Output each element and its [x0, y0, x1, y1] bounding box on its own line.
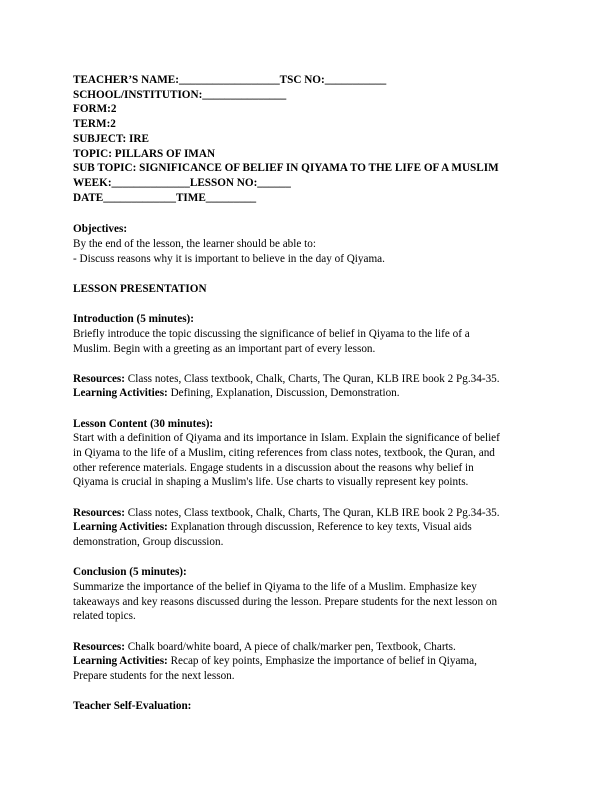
conclusion-text: related topics.: [73, 610, 136, 623]
activities-text: Prepare students for the next lesson.: [73, 670, 235, 682]
resources-label: Resources:: [73, 640, 125, 653]
resources-text: Chalk board/white board, A piece of chalk/marker pen, Textbook, Charts.: [125, 640, 456, 653]
introduction-resources: [73, 372, 553, 387]
conclusion-text: takeaways and key reasons discussed during the lesson. Prepare students for the next lesson on: [73, 595, 498, 608]
sub-topic-line: SUB TOPIC: SIGNIFICANCE OF BELIEF IN QIYAMA TO THE LIFE OF A MUSLIM: [73, 162, 499, 175]
self-evaluation-heading: Teacher Self-Evaluation:: [73, 700, 192, 713]
content-heading: Lesson Content (30 minutes):: [73, 417, 214, 430]
conclusion-activities: [73, 654, 553, 669]
resources-label: Resources:: [73, 372, 125, 385]
header-block: [73, 73, 553, 205]
conclusion-heading: Conclusion (5 minutes):: [73, 566, 187, 579]
conclusion-resources: [73, 640, 553, 655]
week-line: WEEK:______________LESSON NO:______: [73, 176, 291, 189]
form-line: FORM:2: [73, 103, 117, 116]
term-line: TERM:2: [73, 118, 116, 131]
resources-text: Class notes, Class textbook, Chalk, Charts, The Quran, KLB IRE book 2 Pg.34-35.: [125, 506, 500, 519]
topic-line: TOPIC: PILLARS OF IMAN: [73, 147, 216, 160]
objectives-text: - Discuss reasons why it is important to believe in the day of Qiyama.: [73, 252, 385, 265]
content-text: Qiyama is crucial in shaping a Muslim's life. Use charts to visually represent key points.: [73, 476, 469, 489]
school-line: SCHOOL/INSTITUTION:_______________: [73, 88, 287, 101]
introduction-section: [73, 312, 553, 401]
activities-label: Learning Activities:: [73, 387, 168, 400]
activities-text: Defining, Explanation, Discussion, Demonstration.: [167, 387, 400, 400]
activities-text: Explanation through discussion, Reference to key texts, Visual aids: [167, 521, 472, 534]
activities-text: Recap of key points, Emphasize the importance of belief in Qiyama,: [167, 655, 477, 668]
conclusion-text: Summarize the importance of the belief in Qiyama to the life of a Muslim. Emphasize key: [73, 580, 477, 593]
lesson-content-section: [73, 417, 553, 550]
activities-label: Learning Activities:: [73, 521, 168, 534]
presentation-heading: LESSON PRESENTATION: [73, 282, 207, 295]
introduction-activities: [73, 386, 553, 401]
content-text: in Qiyama to the life of a Muslim, citing references from class notes, textbook, the Quran, and: [73, 447, 495, 460]
objectives-section: [73, 222, 553, 266]
resources-text: Class notes, Class textbook, Chalk, Charts, The Quran, KLB IRE book 2 Pg.34-35.: [125, 372, 500, 385]
activities-text: demonstration, Group discussion.: [73, 536, 224, 549]
introduction-text: Briefly introduce the topic discussing the significance of belief in Qiyama to the life of a: [73, 327, 470, 340]
content-activities: [73, 520, 553, 535]
objectives-text: By the end of the lesson, the learner should be able to:: [73, 238, 316, 251]
subject-line: SUBJECT: IRE: [73, 132, 149, 145]
content-text: other reference materials. Engage students in a discussion about the reasons why belief in: [73, 461, 474, 474]
activities-label: Learning Activities:: [73, 655, 168, 668]
lesson-plan-page: [73, 73, 553, 714]
content-text: Start with a definition of Qiyama and its importance in Islam. Explain the significance of belief: [73, 432, 500, 445]
objectives-heading: Objectives:: [73, 223, 128, 236]
introduction-text: Muslim. Begin with a greeting as an important part of every lesson.: [73, 342, 376, 355]
content-resources: [73, 506, 553, 521]
introduction-heading: Introduction (5 minutes):: [73, 313, 194, 326]
resources-label: Resources:: [73, 506, 125, 519]
date-line: DATE_____________TIME_________: [73, 191, 257, 204]
conclusion-section: [73, 565, 553, 683]
teacher-name-line: TEACHER’S NAME:__________________TSC NO:___________: [73, 74, 387, 86]
